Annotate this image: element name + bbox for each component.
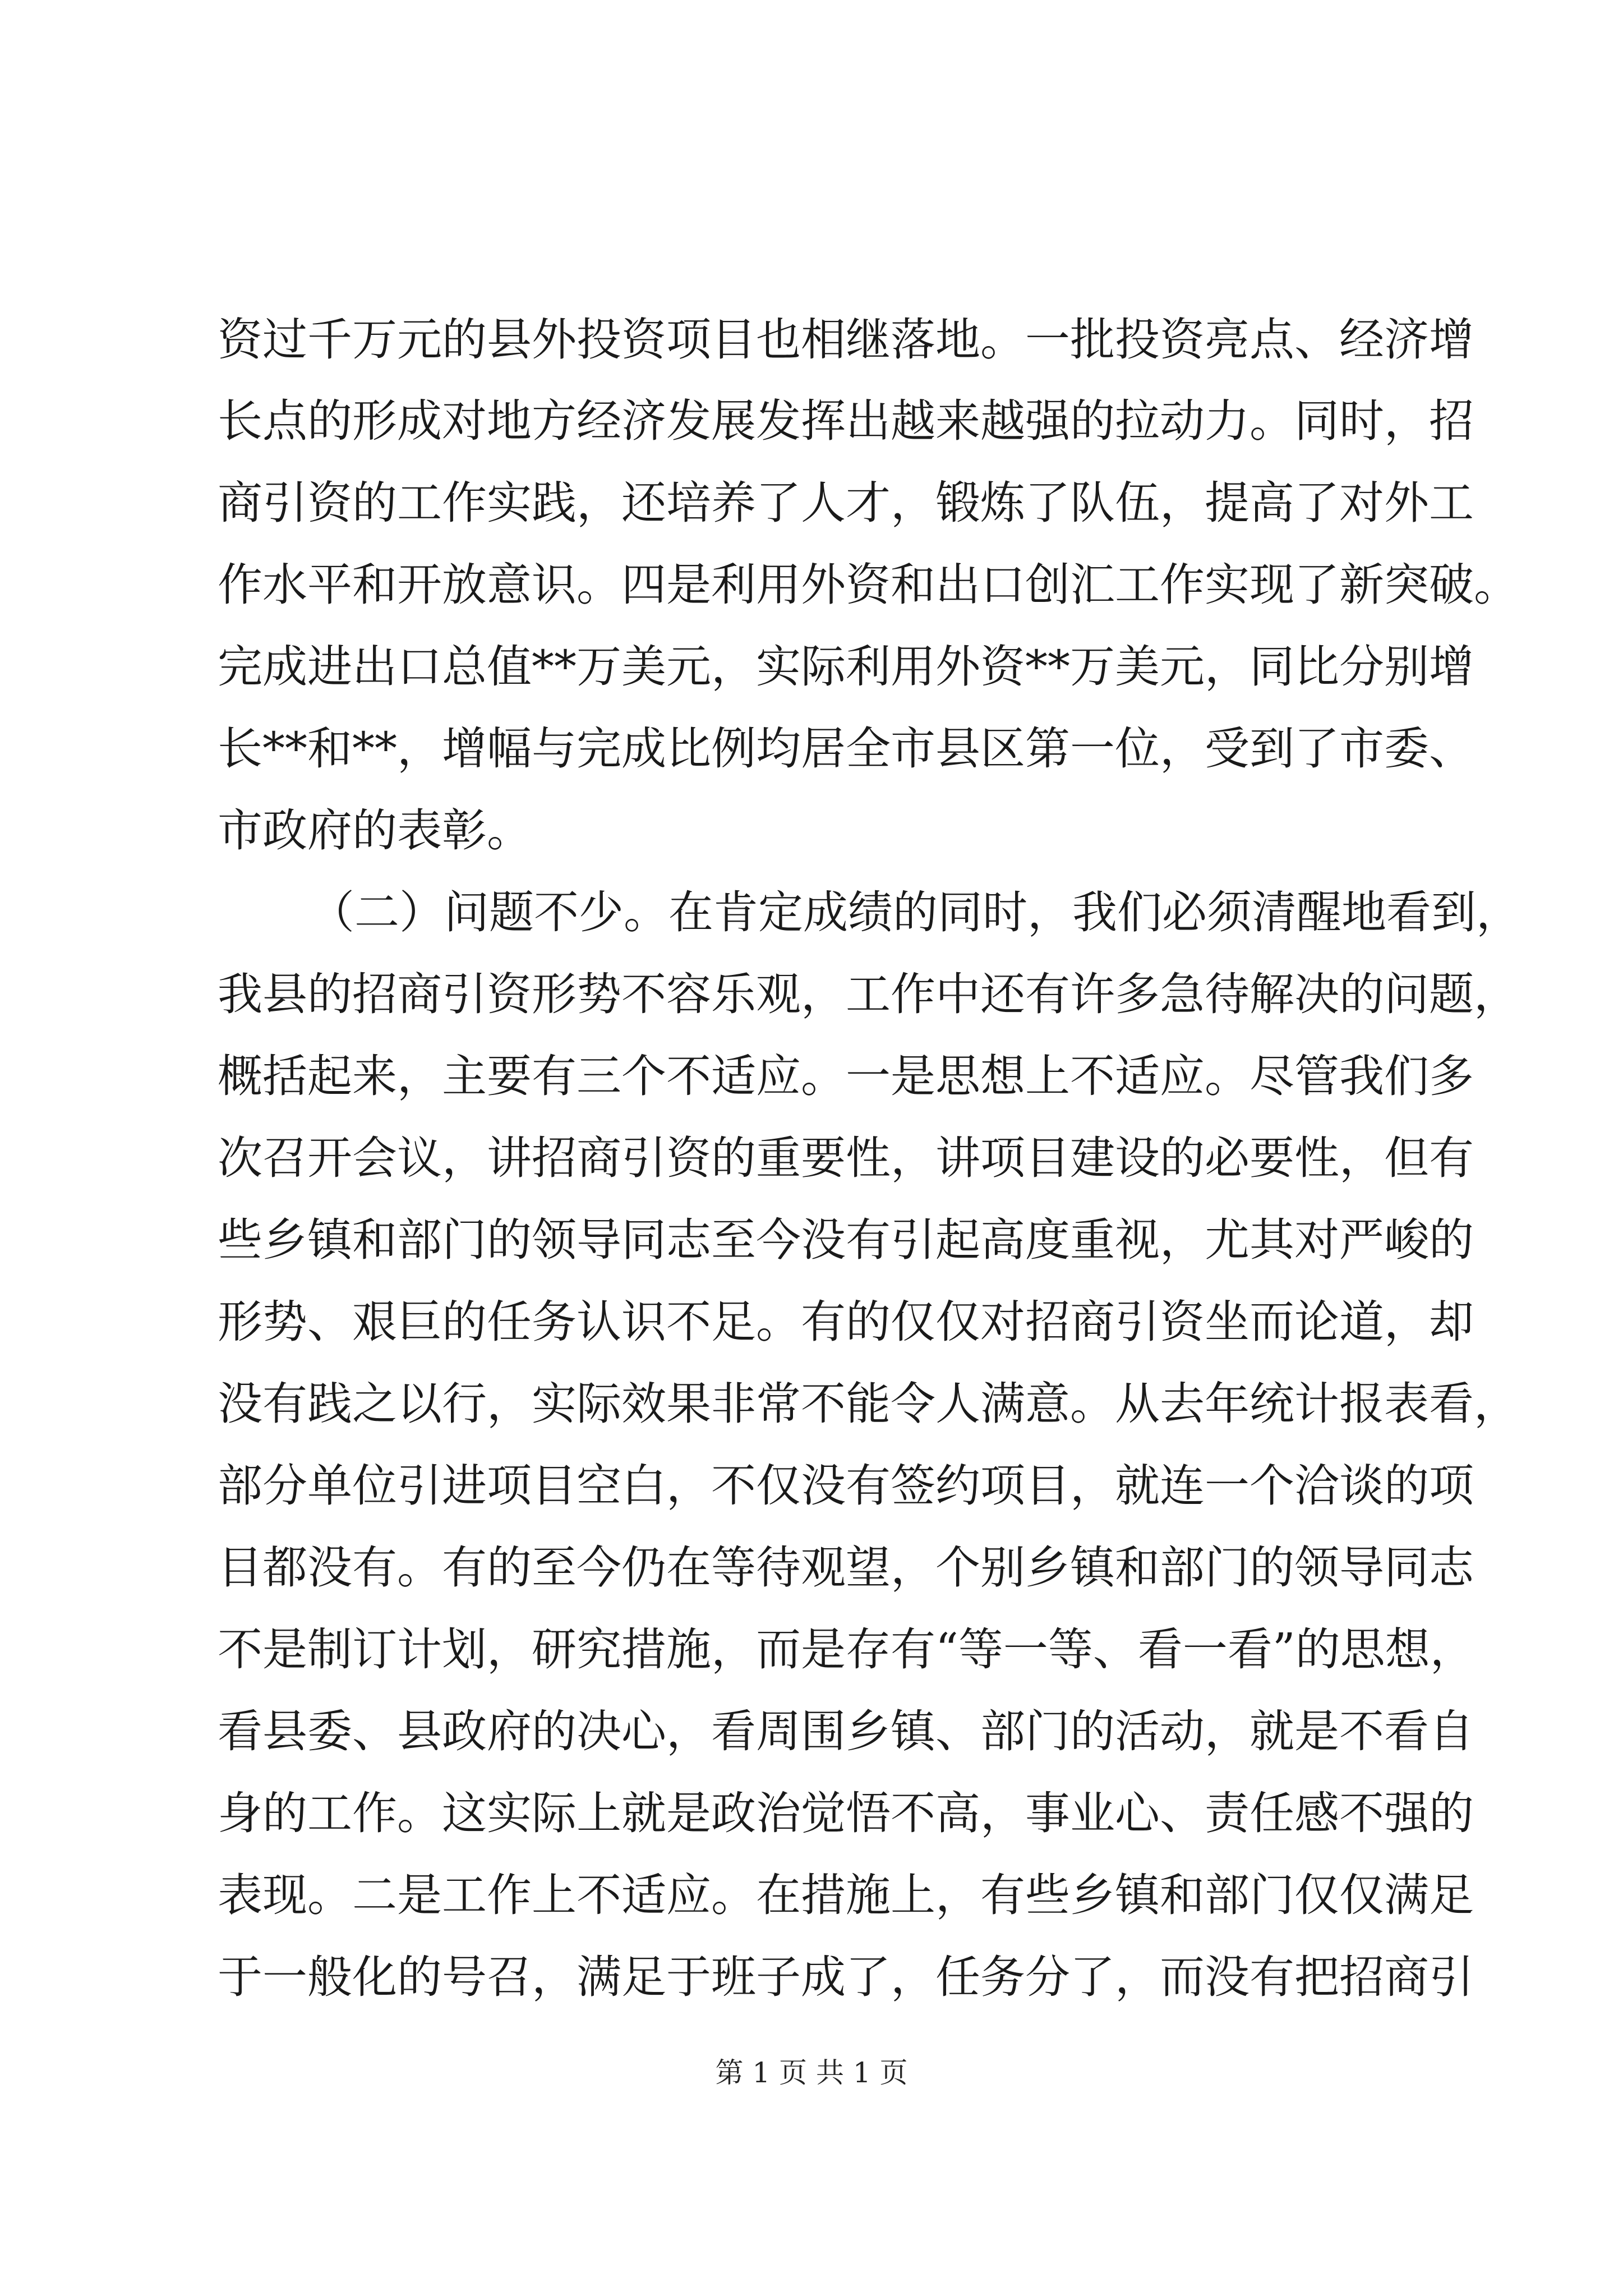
- text-line: 概括起来，主要有三个不适应。一是思想上不适应。尽管我们多: [218, 1050, 1474, 1102]
- text-line: 目都没有。有的至今仍在等待观望，个别乡镇和部门的领导同志: [218, 1542, 1474, 1594]
- text-line: 作水平和开放意识。四是利用外资和出口创汇工作实现了新突破。: [218, 559, 1519, 611]
- text-line: 完成进出口总值**万美元，实际利用外资**万美元，同比分别增: [218, 641, 1474, 693]
- text-line: 些乡镇和部门的领导同志至今没有引起高度重视，尤其对严峻的: [218, 1214, 1474, 1266]
- text-line: 于一般化的号召，满足于班子成了，任务分了，而没有把招商引: [218, 1951, 1474, 2003]
- text-line: 我县的招商引资形势不容乐观，工作中还有许多急待解决的问题，: [218, 968, 1519, 1020]
- text-line: 形势、艰巨的任务认识不足。有的仅仅对招商引资坐而论道，却: [218, 1296, 1474, 1348]
- text-line: 商引资的工作实践，还培养了人才，锻炼了队伍，提高了对外工: [218, 477, 1474, 529]
- text-line: 不是制订计划，研究措施，而是存有“等一等、看一看”的思想，: [218, 1623, 1475, 1676]
- page-footer: 第 1 页 共 1 页: [715, 2056, 908, 2089]
- text-line: 资过千万元的县外投资项目也相继落地。一批投资亮点、经济增: [218, 314, 1474, 366]
- text-line: 长点的形成对地方经济发展发挥出越来越强的拉动力。同时，招: [218, 395, 1474, 447]
- paragraph-heading-line: （二）问题不少。在肯定成绩的同时，我们必须清醒地看到，: [310, 886, 1521, 938]
- text-line: 次召开会议，讲招商引资的重要性，讲项目建设的必要性，但有: [218, 1132, 1474, 1184]
- text-line: 表现。二是工作上不适应。在措施上，有些乡镇和部门仅仅满足: [218, 1869, 1474, 1921]
- text-line: 长**和**，增幅与完成比例均居全市县区第一位，受到了市委、: [218, 723, 1474, 775]
- text-line: 市政府的表彰。: [218, 804, 532, 857]
- text-line: 看县委、县政府的决心，看周围乡镇、部门的活动，就是不看自: [218, 1705, 1474, 1757]
- text-line: 没有践之以行，实际效果非常不能令人满意。从去年统计报表看，: [218, 1378, 1519, 1430]
- text-line: 身的工作。这实际上就是政治觉悟不高，事业心、责任感不强的: [218, 1787, 1474, 1839]
- text-line: 部分单位引进项目空白，不仅没有签约项目，就连一个洽谈的项: [218, 1460, 1474, 1512]
